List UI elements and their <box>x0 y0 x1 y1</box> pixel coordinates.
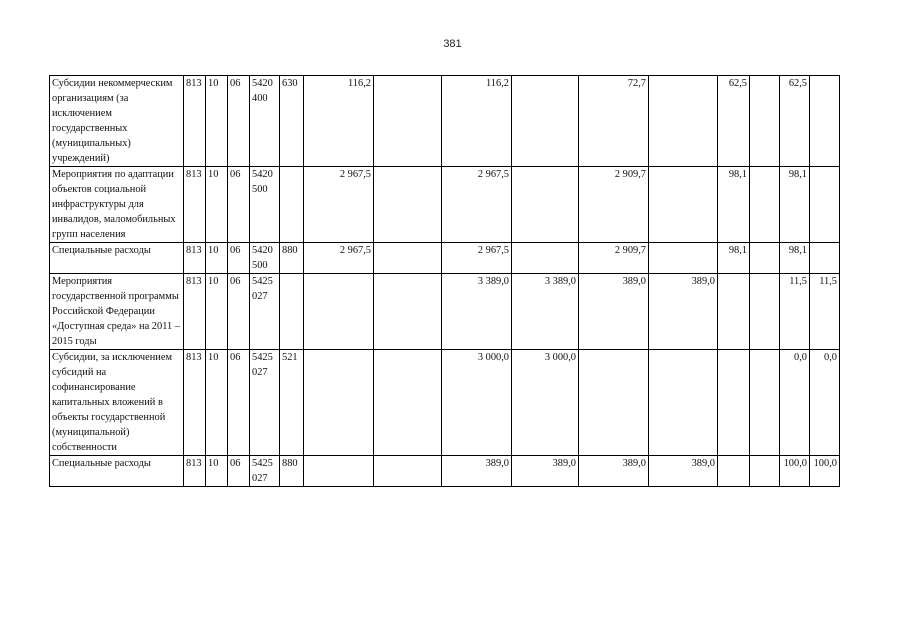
cell-c3: 2 967,5 <box>442 167 512 243</box>
cell-csr: 5425 027 <box>250 456 280 487</box>
cell-rz: 10 <box>206 350 228 456</box>
cell-c8 <box>750 274 780 350</box>
cell-c2 <box>374 274 442 350</box>
cell-c10: 100,0 <box>810 456 840 487</box>
cell-c6 <box>649 167 718 243</box>
cell-c1: 116,2 <box>304 76 374 167</box>
cell-c7 <box>718 350 750 456</box>
cell-c9: 0,0 <box>780 350 810 456</box>
cell-ved: 813 <box>184 167 206 243</box>
cell-c1 <box>304 350 374 456</box>
cell-c6: 389,0 <box>649 456 718 487</box>
cell-pr: 06 <box>228 243 250 274</box>
cell-c9: 98,1 <box>780 167 810 243</box>
cell-rz: 10 <box>206 167 228 243</box>
cell-ved: 813 <box>184 274 206 350</box>
cell-c7: 98,1 <box>718 167 750 243</box>
cell-c8 <box>750 456 780 487</box>
cell-vr <box>280 167 304 243</box>
cell-c6 <box>649 76 718 167</box>
cell-c9: 98,1 <box>780 243 810 274</box>
page-number: 381 <box>443 38 462 50</box>
cell-c2 <box>374 243 442 274</box>
cell-c4 <box>512 76 579 167</box>
cell-c7: 98,1 <box>718 243 750 274</box>
budget-table <box>49 75 840 487</box>
cell-c9: 100,0 <box>780 456 810 487</box>
cell-c5: 389,0 <box>579 274 649 350</box>
cell-c2 <box>374 76 442 167</box>
cell-c8 <box>750 350 780 456</box>
cell-c5: 2 909,7 <box>579 167 649 243</box>
cell-c1 <box>304 456 374 487</box>
cell-c4: 389,0 <box>512 456 579 487</box>
table-row <box>50 243 840 274</box>
cell-vr: 880 <box>280 243 304 274</box>
cell-c10: 11,5 <box>810 274 840 350</box>
cell-c9: 11,5 <box>780 274 810 350</box>
cell-csr: 5420 500 <box>250 243 280 274</box>
cell-c3: 3 389,0 <box>442 274 512 350</box>
cell-csr: 5425 027 <box>250 350 280 456</box>
cell-pr: 06 <box>228 167 250 243</box>
cell-ved: 813 <box>184 76 206 167</box>
cell-c3: 116,2 <box>442 76 512 167</box>
cell-ved: 813 <box>184 350 206 456</box>
cell-c8 <box>750 243 780 274</box>
cell-c1: 2 967,5 <box>304 167 374 243</box>
cell-name: Мероприятия по адаптации объектов социальной инфраструктуры для инвалидов, маломобильных групп населения <box>50 167 184 243</box>
table-row <box>50 76 840 167</box>
table-row <box>50 350 840 456</box>
cell-c4: 3 000,0 <box>512 350 579 456</box>
cell-vr <box>280 274 304 350</box>
cell-c6: 389,0 <box>649 274 718 350</box>
cell-csr: 5425 027 <box>250 274 280 350</box>
cell-name: Субсидии некоммерческим организациям (за исключением государственных (муниципальных) учреждений) <box>50 76 184 167</box>
cell-c4 <box>512 167 579 243</box>
cell-c5: 2 909,7 <box>579 243 649 274</box>
cell-c5: 72,7 <box>579 76 649 167</box>
cell-c2 <box>374 350 442 456</box>
cell-c6 <box>649 350 718 456</box>
cell-c9: 62,5 <box>780 76 810 167</box>
cell-c2 <box>374 167 442 243</box>
cell-c8 <box>750 76 780 167</box>
cell-c5 <box>579 350 649 456</box>
cell-csr: 5420 400 <box>250 76 280 167</box>
cell-c7: 62,5 <box>718 76 750 167</box>
cell-pr: 06 <box>228 456 250 487</box>
cell-c3: 2 967,5 <box>442 243 512 274</box>
cell-c7 <box>718 274 750 350</box>
cell-name: Субсидии, за исключением субсидий на софинансирование капитальных вложений в объекты государственной (муниципальной) собственности <box>50 350 184 456</box>
cell-c1 <box>304 274 374 350</box>
cell-rz: 10 <box>206 274 228 350</box>
cell-c3: 389,0 <box>442 456 512 487</box>
cell-pr: 06 <box>228 76 250 167</box>
cell-rz: 10 <box>206 456 228 487</box>
cell-name: Специальные расходы <box>50 456 184 487</box>
cell-pr: 06 <box>228 274 250 350</box>
cell-c10 <box>810 76 840 167</box>
cell-c10: 0,0 <box>810 350 840 456</box>
cell-c10 <box>810 243 840 274</box>
cell-csr: 5420 500 <box>250 167 280 243</box>
cell-c5: 389,0 <box>579 456 649 487</box>
table-row <box>50 274 840 350</box>
cell-pr: 06 <box>228 350 250 456</box>
cell-c10 <box>810 167 840 243</box>
cell-c2 <box>374 456 442 487</box>
cell-c4 <box>512 243 579 274</box>
cell-vr: 521 <box>280 350 304 456</box>
cell-vr: 880 <box>280 456 304 487</box>
cell-rz: 10 <box>206 76 228 167</box>
cell-ved: 813 <box>184 243 206 274</box>
cell-c6 <box>649 243 718 274</box>
cell-ved: 813 <box>184 456 206 487</box>
cell-c8 <box>750 167 780 243</box>
table-row <box>50 167 840 243</box>
cell-c4: 3 389,0 <box>512 274 579 350</box>
cell-c1: 2 967,5 <box>304 243 374 274</box>
cell-vr: 630 <box>280 76 304 167</box>
cell-c7 <box>718 456 750 487</box>
cell-name: Мероприятия государственной программы Российской Федерации «Доступная среда» на 2011 – 2015 годы <box>50 274 184 350</box>
cell-rz: 10 <box>206 243 228 274</box>
cell-c3: 3 000,0 <box>442 350 512 456</box>
table-row <box>50 456 840 487</box>
cell-name: Специальные расходы <box>50 243 184 274</box>
